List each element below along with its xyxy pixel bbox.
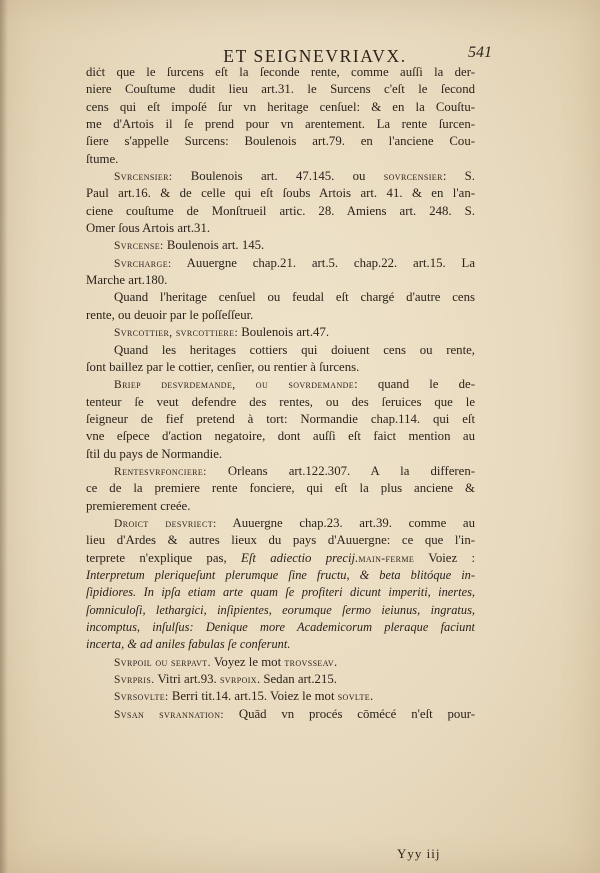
text-run: Marche art.180.	[86, 273, 168, 288]
text-run: Quād vn procés cōmécé n'eſt pour-	[223, 706, 475, 721]
text-run: :	[471, 550, 475, 565]
text-line	[86, 376, 475, 393]
italic-quote: ſomniculoſi, lethargici, inſipientes, eorumque ſermo ieiunus, ingratus,	[86, 602, 475, 617]
text-line	[86, 289, 475, 306]
text-line	[86, 203, 475, 220]
page-number: 541	[468, 44, 492, 61]
text-line	[86, 185, 475, 202]
text-line	[86, 394, 475, 411]
text-line	[86, 532, 475, 549]
smallcaps-term: Droict desvriect:	[114, 517, 217, 530]
smallcaps-term: Rentesvrfonciere:	[114, 465, 207, 478]
text-run: rente, ou deuoir par le poſſeſſeur.	[86, 307, 254, 322]
text-line	[86, 654, 475, 671]
italic-quote: Interpretum pleriqueſunt plerumque ſine fructu, & beta blitóque in-	[86, 567, 475, 582]
text-line	[86, 463, 475, 480]
italic-quote: incomptus, inſulſus: Denique more Academicorum pleraque faciunt	[86, 620, 475, 634]
text-run: ciene couſtume de Monſtrueil artic. 28. Amiens art. 248. S.	[86, 203, 475, 218]
text-run: Paul art.16. & de celle qui eſt ſoubs Artois art. 41. & en l'an-	[86, 186, 475, 201]
text-run: lieu d'Ardes & autres lieux du pays d'Auuergne: ce que l'in-	[86, 533, 475, 548]
text-line	[86, 411, 475, 428]
text-line	[86, 688, 475, 705]
text-run: : quand le de-	[354, 377, 475, 392]
smallcaps-term: Svrcensier:	[114, 171, 173, 184]
text-line	[86, 498, 475, 515]
italic-quote: Eſt adiectio precij.	[241, 550, 359, 565]
smallcaps-term: Svrsovlte:	[114, 691, 169, 704]
smallcaps-term: sovrcensier	[383, 171, 443, 184]
smallcaps-term: Briep desvrdemande, ou sovrdemande	[114, 379, 355, 392]
text-line	[86, 671, 475, 688]
smallcaps-term: Svrcense:	[114, 240, 164, 253]
text-run: Auuergne chap.23. art.39. comme au	[216, 515, 475, 530]
running-head: ET SEIGNEVRIAVX.	[223, 46, 407, 66]
text-run: Boulenois art. 47.145. ou	[172, 169, 384, 184]
smallcaps-term: Svrpoil ou serpavt.	[114, 656, 211, 669]
smallcaps-term: main-ferme	[358, 552, 415, 565]
text-line	[86, 220, 475, 237]
text-run: terprete n'explique pas,	[86, 550, 241, 565]
text-run: Voyez le mot	[210, 654, 285, 669]
text-line	[86, 151, 475, 168]
text-line	[86, 237, 475, 254]
text-line	[86, 168, 475, 185]
text-run: me d'Artois il ſe prend pour vn arentement. La rente ſurcen-	[86, 117, 475, 132]
text-run: Quand les heritages cottiers qui doiuent cens ou rente,	[114, 342, 475, 357]
text-run: Boulenois art. 145.	[163, 238, 265, 253]
text-line	[86, 706, 475, 723]
text-run: ſtume.	[86, 151, 119, 166]
smallcaps-term: sovlte	[337, 691, 371, 704]
text-run: ſeigneur de fief pretend à tort: Normandie chap.114. qui eſt	[86, 411, 475, 426]
text-run: tenteur ſe veut defendre des rentes, ou des ſeruices que le	[86, 394, 475, 409]
text-run: cens qui eſt impoſé ſur vn heritage cenſuel: & en la Couſtu-	[86, 99, 475, 114]
text-line	[86, 116, 475, 133]
text-line	[86, 342, 475, 359]
italic-quote: ſipidiores. In ipſa etiam arte quam ſe profiteri dicunt imperiti, inertes,	[86, 585, 475, 600]
text-run: Voiez	[414, 550, 472, 565]
smallcaps-term: trovsseav	[284, 656, 335, 669]
text-run: ce de la premiere rente fonciere, qui eſt la plus anciene &	[86, 481, 475, 496]
text-run: ſtil du pays de Normandie.	[86, 446, 223, 461]
text-run: Auuergne chap.21. art.5. chap.22. art.15. La	[171, 255, 475, 270]
text-line	[86, 324, 475, 341]
smallcaps-term: Svrpris.	[114, 674, 155, 687]
text-run: diċt que le ſurcens eſt la ſeconde rente, comme auſſi la der-	[86, 65, 475, 79]
text-line	[86, 133, 475, 150]
italic-quote: incerta, & ad aniles fabulas ſe conferunt.	[86, 637, 291, 652]
text-run: . Sedan art.215.	[256, 672, 337, 687]
text-run: Vitri art.93.	[154, 672, 220, 687]
text-run: ſont baillez par le cottier, cenſier, ou rentier à ſurcens.	[86, 359, 360, 374]
text-run: Quand l'heritage cenſuel ou feudal eſt chargé d'autre cens	[114, 290, 475, 305]
text-run: Boulenois art.47.	[238, 325, 330, 340]
signature-mark: Yyy iij	[397, 846, 441, 861]
text-line	[86, 307, 475, 324]
text-line	[86, 636, 475, 653]
text-line	[86, 550, 475, 567]
text-run: niere Couſtume dudit lieu art.31. le Surcens c'eſt le ſecond	[86, 82, 475, 97]
smallcaps-term: Svrcottier, svrcottiere:	[114, 327, 239, 340]
smallcaps-term: Svsan svrannation:	[114, 708, 224, 721]
text-line	[86, 619, 475, 636]
text-line	[86, 99, 475, 116]
text-run: Berri tit.14. art.15. Voiez le mot	[168, 689, 338, 704]
text-run: Omer ſous Artois art.31.	[86, 221, 211, 236]
text-line	[86, 446, 475, 463]
text-run: premierement creée.	[86, 498, 191, 513]
text-line	[86, 428, 475, 445]
text-line	[86, 64, 475, 81]
text-run: .	[334, 654, 338, 669]
text-run: .	[370, 689, 374, 704]
text-run: ſiere s'appelle Surcens: Boulenois art.79. en l'anciene Cou-	[86, 134, 475, 149]
body-text	[86, 64, 475, 723]
text-line	[86, 359, 475, 376]
text-line	[86, 480, 475, 497]
smallcaps-term: Svrcharge:	[114, 257, 172, 270]
text-line	[86, 567, 475, 584]
text-line	[86, 255, 475, 272]
text-line	[86, 515, 475, 532]
text-run: : S.	[442, 169, 475, 184]
text-run: Orleans art.122.307. A la differen-	[206, 463, 475, 478]
text-run: vne eſpece d'action negatoire, dont auſſi eſt faict mention au	[86, 429, 475, 444]
text-line	[86, 602, 475, 619]
text-line	[86, 584, 475, 601]
text-line	[86, 272, 475, 289]
smallcaps-term: svrpoix	[219, 674, 257, 687]
text-line	[86, 81, 475, 98]
